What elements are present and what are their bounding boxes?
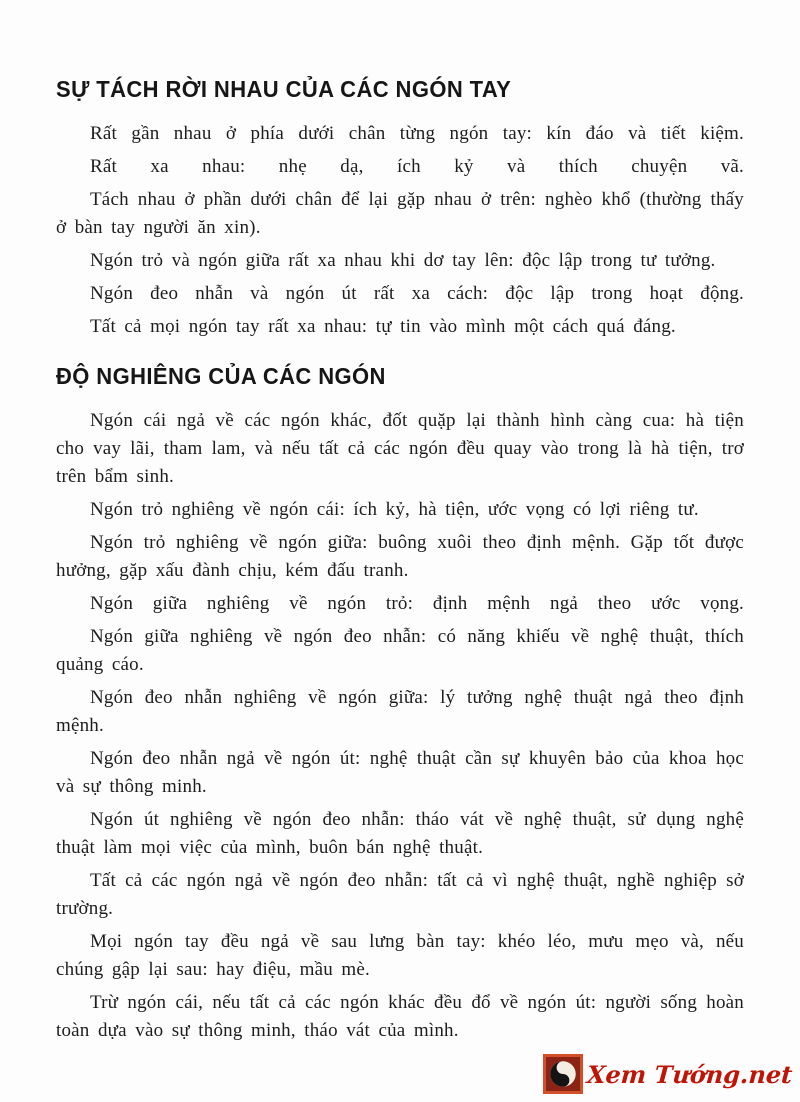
paragraph: Ngón cái ngả về các ngón khác, đốt quặp lại thành hình càng cua: hà tiện cho vay lãi, tham lam, và nếu tất cả các ngón đều quay vào trong là hà tiện, trơ trên bẩm sinh. xyxy=(56,410,744,487)
section-heading-finger-inclination: ĐỘ NGHIÊNG CỦA CÁC NGÓN xyxy=(56,363,386,390)
watermark-site-text: Xem Tướng.net xyxy=(585,1059,794,1089)
paragraph: Mọi ngón tay đều ngả về sau lưng bàn tay: khéo léo, mưu mẹo và, nếu chúng gập lại sau: hay điệu, mầu mè. xyxy=(56,931,744,980)
paragraph: Ngón út nghiêng về ngón đeo nhẫn: tháo vát về nghệ thuật, sử dụng nghệ thuật làm mọi việc của mình, buôn bán nghệ thuật. xyxy=(56,809,744,858)
paragraph: Rất gần nhau ở phía dưới chân từng ngón tay: kín đáo và tiết kiệm. xyxy=(90,123,744,144)
yin-yang-icon xyxy=(543,1054,583,1094)
paragraph: Ngón giữa nghiêng về ngón trỏ: định mệnh ngả theo ước vọng. xyxy=(90,593,744,614)
paragraph: Ngón trỏ nghiêng về ngón cái: ích kỷ, hà tiện, ước vọng có lợi riêng tư. xyxy=(90,499,699,520)
paragraph: Ngón đeo nhẫn ngả về ngón út: nghệ thuật cần sự khuyên bảo của khoa học và sự thông minh. xyxy=(56,748,744,797)
paragraph: Ngón trỏ nghiêng về ngón giữa: buông xuôi theo định mệnh. Gặp tốt được hưởng, gặp xấu đành chịu, kém đấu tranh. xyxy=(56,532,744,581)
xemtuong-watermark xyxy=(543,1054,792,1094)
paragraph: Rất xa nhau: nhẹ dạ, ích kỷ và thích chuyện vã. xyxy=(90,156,744,177)
paragraph: Tất cả các ngón ngả về ngón đeo nhẫn: tất cả vì nghệ thuật, nghề nghiệp sở trường. xyxy=(56,870,744,919)
paragraph: Ngón đeo nhẫn nghiêng về ngón giữa: lý tưởng nghệ thuật ngả theo định mệnh. xyxy=(56,687,744,736)
paragraph: Tất cả mọi ngón tay rất xa nhau: tự tin vào mình một cách quá đáng. xyxy=(90,316,676,337)
paragraph: Ngón trỏ và ngón giữa rất xa nhau khi dơ tay lên: độc lập trong tư tưởng. xyxy=(90,250,716,271)
section-heading-finger-separation: SỰ TÁCH RỜI NHAU CỦA CÁC NGÓN TAY xyxy=(56,76,512,103)
paragraph: Ngón giữa nghiêng về ngón đeo nhẫn: có năng khiếu về nghệ thuật, thích quảng cáo. xyxy=(56,626,744,675)
paragraph: Ngón đeo nhẫn và ngón út rất xa cách: độc lập trong hoạt động. xyxy=(90,283,744,304)
paragraph: Tách nhau ở phần dưới chân để lại gặp nhau ở trên: nghèo khổ (thường thấy ở bàn tay người ăn xin). xyxy=(56,189,744,238)
paragraph: Trừ ngón cái, nếu tất cả các ngón khác đều đổ về ngón út: người sống hoàn toàn dựa vào sự thông minh, tháo vát của mình. xyxy=(56,992,744,1041)
